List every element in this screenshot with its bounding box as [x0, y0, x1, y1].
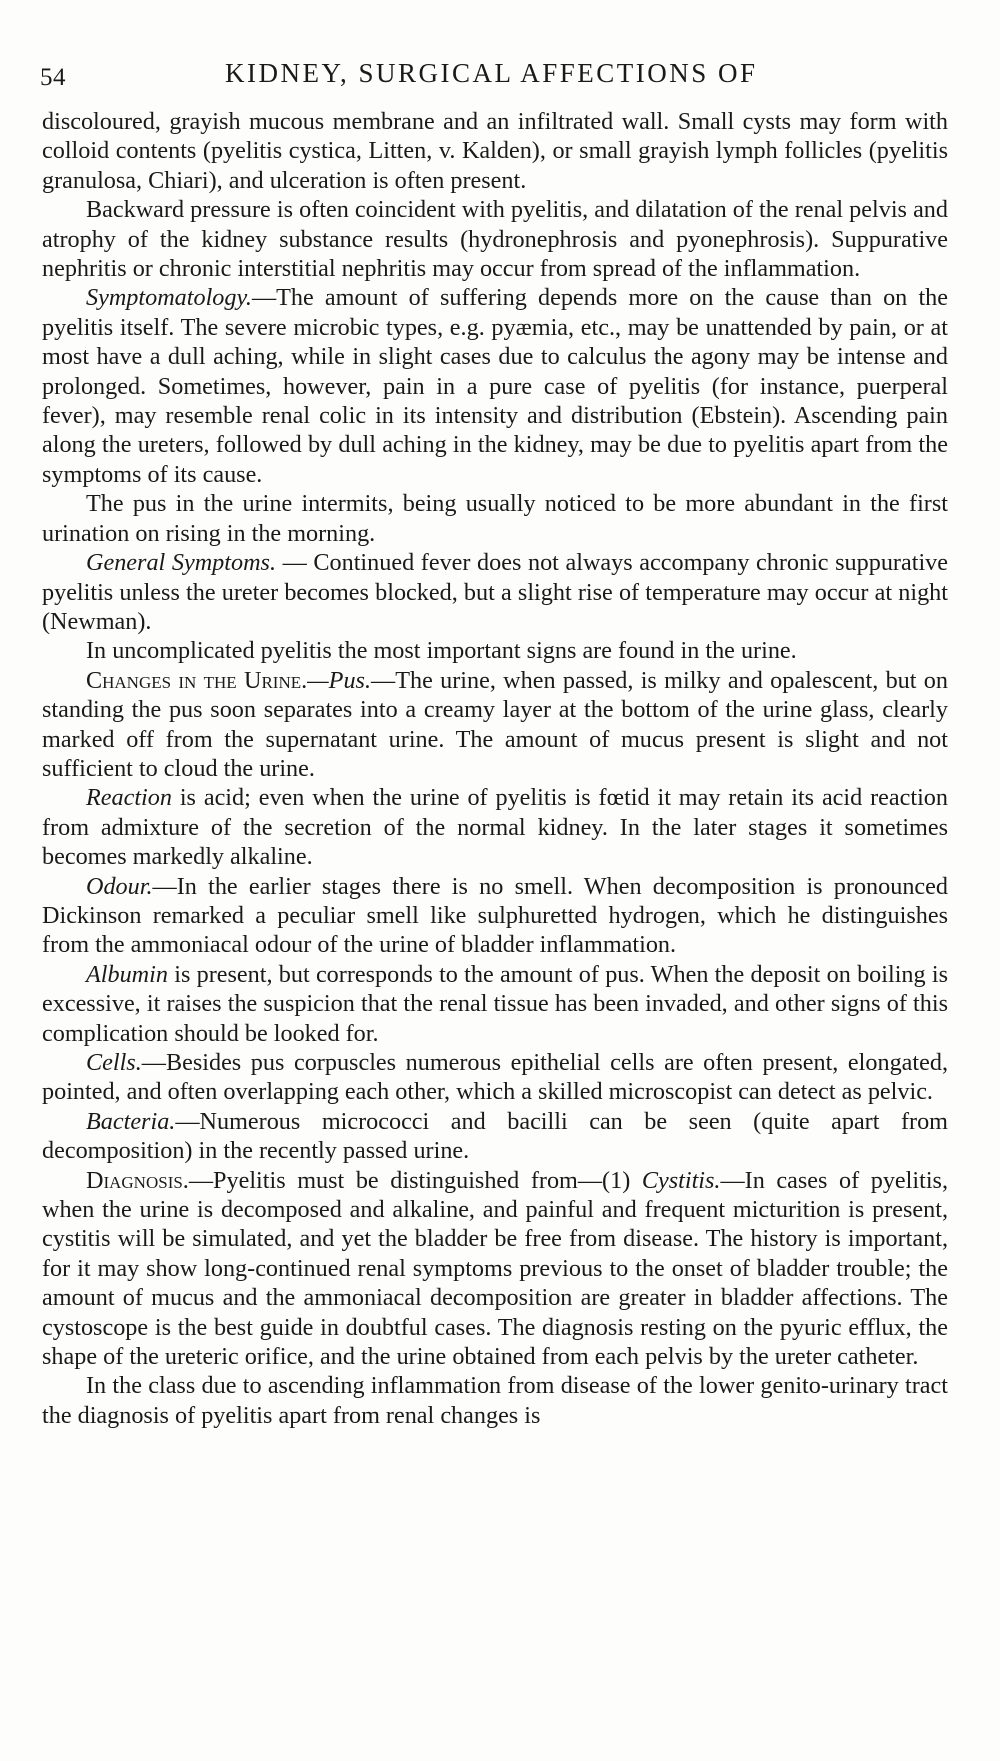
paragraph-general-symptoms — [42, 548, 948, 636]
paragraph-diagnosis — [42, 1166, 948, 1372]
paragraph-text: In the class due to ascending inflammation from disease of the lower genito-urinary tract the diagnosis of pyelitis apart from renal changes is — [42, 1372, 948, 1429]
page-number: 54 — [40, 64, 66, 91]
paragraph-text: —The amount of suffering depends more on the cause than on the pyelitis itself. The severe microbic types, e.g. pyæmia, etc., may be unattended by pain, or at most have a dull aching, while in slight cases due to calculus the agony may be intense and prolonged. Sometimes, however, pain in a pure case of pyelitis (for instance, puerperal fever), may resemble renal colic in its intensity and distribution (Ebstein). Ascending pain along the ureters, followed by dull aching in the kidney, may be due to pyelitis apart from the symptoms of its cause. — [42, 284, 948, 488]
paragraph-symptomatology — [42, 283, 948, 489]
paragraph-continuation — [42, 107, 948, 195]
paragraph-text: —Numerous micrococci and bacilli can be seen (quite apart from decomposition) in the recently passed urine. — [42, 1107, 948, 1165]
paragraph-text: The pus in the urine intermits, being usually noticed to be more abundant in the first urination on rising in the morning. — [42, 490, 948, 547]
paragraph-text: —Pyelitis must be distinguished from—(1) — [188, 1166, 642, 1194]
run-in-heading: Cells. — [86, 1049, 142, 1076]
paragraph-albumin — [42, 960, 948, 1048]
run-in-heading: Odour. — [86, 872, 153, 900]
paragraph-odour — [42, 872, 948, 960]
run-in-heading: Bacteria. — [86, 1107, 176, 1135]
run-in-heading: General Symptoms. — [86, 549, 276, 577]
run-in-heading: Albumin — [86, 960, 168, 988]
paragraph-changes-in-urine — [42, 666, 948, 784]
paragraph-text: — Continued fever does not always accompany chronic suppurative pyelitis unless the ureter becomes blocked, but a slight rise of temperature may occur at night (Newman). — [42, 549, 948, 635]
paragraph-text: —In cases of pyelitis, when the urine is decomposed and alkaline, and painful and frequent micturition is present, cystitis will be simulated, and yet the bladder be free from disease. The history is important, for it may show long-continued renal symptoms previous to the onset of bladder trouble; the amount of mucus and the ammoniacal decomposition are greater in bladder affections. The cystoscope is the best guide in doubtful cases. The diagnosis resting on the pyuric efflux, the shape of the ureteric orifice, and the urine obtained from each pelvis by the ureter catheter. — [42, 1166, 949, 1371]
body-text — [42, 107, 948, 1430]
paragraph-cells — [42, 1048, 948, 1107]
paragraph-backward-pressure — [42, 195, 948, 283]
section-heading: Changes in the Urine. — [86, 666, 308, 694]
paragraph-text: —The urine, when passed, is milky and opalescent, but on standing the pus soon separates into a creamy layer at the bottom of the urine glass, clearly marked off from the supernatant urine. The amount of mucus present is slight and not sufficient to cloud the urine. — [42, 666, 948, 782]
running-title: KIDNEY, SURGICAL AFFECTIONS OF — [225, 58, 758, 88]
run-in-heading: Cystitis. — [641, 1166, 721, 1194]
paragraph-text: is acid; even when the urine of pyelitis is fœtid it may retain its acid reaction from admixture of the secretion of the normal kidney. In the later stages it sometimes becomes markedly alkaline. — [42, 784, 948, 871]
paragraph-text: —In the earlier stages there is no smell. When decomposition is pronounced Dickinson remarked a peculiar smell like sulphuretted hydrogen, which he distinguishes from the ammoniacal odour of the urine of bladder inflammation. — [42, 872, 948, 959]
run-in-heading: Reaction — [86, 784, 172, 812]
run-in-heading: Symptomatology. — [86, 284, 252, 312]
paragraph-text: discoloured, grayish mucous membrane and an infiltrated wall. Small cysts may form with colloid contents (pyelitis cystica, Litten, v. Kalden), or small grayish lymph follicles (pyelitis granulosa, Chiari), and ulceration is often present. — [42, 108, 948, 194]
paragraph-ascending-class — [42, 1371, 948, 1430]
paragraph-uncomplicated — [42, 636, 948, 665]
paragraph-text: Backward pressure is often coincident with pyelitis, and dilatation of the renal pelvis and atrophy of the kidney substance results (hydronephrosis and pyonephrosis). Suppurative nephritis or chronic interstitial nephritis may occur from spread of the inflammation. — [42, 196, 948, 283]
page-header — [40, 58, 960, 98]
section-heading: Diagnosis. — [86, 1166, 189, 1194]
paragraph-pus-intermits — [42, 489, 948, 548]
run-in-heading: —Pus. — [307, 666, 372, 694]
paragraph-text: —Besides pus corpuscles numerous epithelial cells are often present, elongated, pointed, and often overlapping each other, which a skilled microscopist can detect as pelvic. — [42, 1049, 948, 1106]
paragraph-bacteria — [42, 1107, 948, 1166]
paragraph-text: is present, but corresponds to the amount of pus. When the deposit on boiling is excessive, it raises the suspicion that the renal tissue has been invaded, and other signs of this complication should be looked for. — [42, 960, 948, 1047]
paragraph-text: In uncomplicated pyelitis the most important signs are found in the urine. — [86, 637, 797, 665]
paragraph-reaction — [42, 783, 948, 871]
